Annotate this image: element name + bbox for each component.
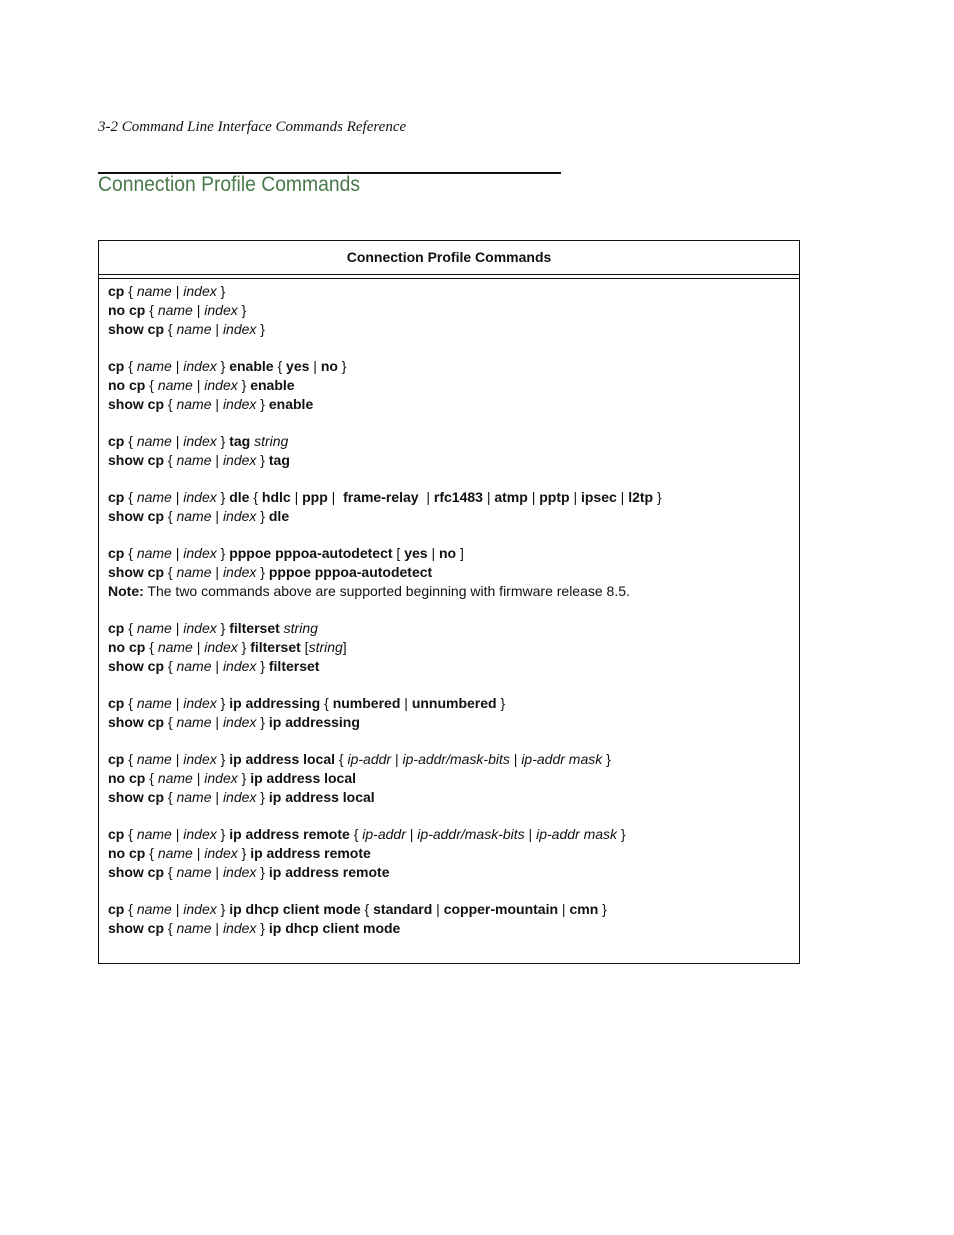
command-parameter: index xyxy=(222,864,257,880)
command-syntax: | xyxy=(171,545,184,561)
command-line xyxy=(108,282,790,301)
command-keyword: no cp xyxy=(108,639,146,655)
command-parameter: name xyxy=(136,620,172,636)
command-syntax: | xyxy=(569,489,581,505)
command-parameter: index xyxy=(183,545,217,561)
command-parameter: name xyxy=(176,789,212,805)
command-syntax: } xyxy=(237,845,251,861)
command-parameter: name xyxy=(136,901,172,917)
command-parameter: name xyxy=(136,358,172,374)
command-syntax: } xyxy=(337,358,347,374)
command-parameter: ip-addr/mask-bits xyxy=(402,751,510,767)
command-parameter: index xyxy=(183,489,217,505)
command-syntax: { xyxy=(124,489,137,505)
command-syntax: | xyxy=(211,321,223,337)
command-parameter: name xyxy=(176,714,212,730)
command-syntax: } xyxy=(216,620,230,636)
command-keyword: ip address remote xyxy=(250,845,371,861)
command-parameter: name xyxy=(157,845,193,861)
command-syntax: | xyxy=(171,620,184,636)
command-syntax: { xyxy=(164,452,177,468)
command-line xyxy=(108,563,790,582)
command-keyword: pppoe pppoa-autodetect xyxy=(229,545,393,561)
command-syntax: { xyxy=(164,508,177,524)
command-syntax: { xyxy=(164,396,177,412)
command-syntax: | xyxy=(192,845,205,861)
command-parameter: index xyxy=(183,751,217,767)
command-syntax: } xyxy=(256,714,269,730)
command-group xyxy=(108,357,790,414)
command-line xyxy=(108,451,790,470)
command-syntax: | xyxy=(171,283,184,299)
command-keyword: cp xyxy=(108,433,125,449)
command-syntax: { xyxy=(349,826,363,842)
command-line xyxy=(108,582,790,601)
command-keyword: ip address local xyxy=(229,751,336,767)
command-group xyxy=(108,619,790,676)
command-keyword: tag xyxy=(229,433,251,449)
command-group xyxy=(108,900,790,938)
command-line xyxy=(108,694,790,713)
command-syntax: } xyxy=(237,302,247,318)
command-syntax: { xyxy=(360,901,374,917)
command-syntax: | xyxy=(192,302,205,318)
command-syntax: } xyxy=(256,452,269,468)
command-syntax: | xyxy=(418,489,434,505)
command-line xyxy=(108,844,790,863)
command-keyword: ip addressing xyxy=(229,695,321,711)
command-parameter: name xyxy=(176,508,212,524)
command-syntax: { xyxy=(124,358,137,374)
command-keyword: ip address local xyxy=(268,789,375,805)
command-syntax: } xyxy=(216,901,230,917)
command-syntax: | xyxy=(400,695,412,711)
command-syntax: | xyxy=(171,695,184,711)
command-group xyxy=(108,488,790,526)
command-parameter: name xyxy=(157,302,193,318)
command-syntax: { xyxy=(124,620,137,636)
command-syntax: | xyxy=(211,658,223,674)
command-syntax: } xyxy=(602,751,611,767)
command-keyword: Note: xyxy=(108,583,144,599)
command-parameter: name xyxy=(176,396,212,412)
command-keyword: filterset xyxy=(250,639,301,655)
command-syntax: } xyxy=(256,864,269,880)
command-keyword: cp xyxy=(108,358,125,374)
command-group xyxy=(108,694,790,732)
command-parameter: index xyxy=(183,901,217,917)
command-syntax: | xyxy=(171,826,184,842)
command-keyword: ipsec xyxy=(580,489,617,505)
command-syntax: { xyxy=(124,283,137,299)
command-keyword: cp xyxy=(108,545,125,561)
command-keyword: show cp xyxy=(108,658,165,674)
command-parameter: name xyxy=(157,377,193,393)
command-syntax: } xyxy=(598,901,607,917)
command-syntax: | xyxy=(192,770,205,786)
command-syntax: { xyxy=(124,751,137,767)
command-syntax: { xyxy=(124,826,137,842)
command-parameter: index xyxy=(204,377,238,393)
command-syntax: } xyxy=(216,489,230,505)
command-syntax: } xyxy=(216,358,230,374)
command-keyword: cp xyxy=(108,283,125,299)
command-syntax: { xyxy=(124,901,137,917)
command-keyword: ppp xyxy=(302,489,328,505)
command-line xyxy=(108,432,790,451)
command-parameter: index xyxy=(204,845,238,861)
command-keyword: no cp xyxy=(108,770,146,786)
command-line xyxy=(108,544,790,563)
command-parameter: index xyxy=(204,302,238,318)
command-syntax: | xyxy=(171,901,184,917)
command-syntax: { xyxy=(164,564,177,580)
command-group xyxy=(108,825,790,882)
command-parameter: index xyxy=(183,283,217,299)
command-syntax: { xyxy=(164,864,177,880)
command-syntax: } xyxy=(256,321,265,337)
command-syntax: [ xyxy=(392,545,405,561)
command-syntax: | xyxy=(211,789,223,805)
command-syntax: { xyxy=(145,302,158,318)
command-syntax: { xyxy=(273,358,287,374)
command-keyword: cp xyxy=(108,751,125,767)
command-syntax: | xyxy=(211,864,223,880)
command-parameter: string xyxy=(308,639,343,655)
command-group xyxy=(108,432,790,470)
command-keyword: cp xyxy=(108,826,125,842)
command-line xyxy=(108,825,790,844)
command-syntax: ] xyxy=(342,639,347,655)
command-parameter: index xyxy=(222,920,257,936)
command-syntax: } xyxy=(496,695,506,711)
command-line xyxy=(108,507,790,526)
command-keyword: filterset xyxy=(229,620,280,636)
command-syntax: | xyxy=(405,826,418,842)
command-group xyxy=(108,750,790,807)
command-parameter: index xyxy=(183,695,217,711)
command-syntax: | xyxy=(616,489,629,505)
command-syntax: } xyxy=(256,920,269,936)
command-keyword: enable xyxy=(268,396,314,412)
command-keyword: cmn xyxy=(569,901,599,917)
command-line xyxy=(108,769,790,788)
command-parameter: name xyxy=(136,489,172,505)
commands-table xyxy=(98,240,800,964)
command-syntax: | xyxy=(427,545,439,561)
command-keyword: enable xyxy=(250,377,295,393)
command-parameter: name xyxy=(136,695,172,711)
command-syntax: | xyxy=(171,489,184,505)
command-syntax: } xyxy=(617,826,626,842)
command-parameter: name xyxy=(136,283,172,299)
command-syntax: | xyxy=(211,508,223,524)
command-line xyxy=(108,320,790,339)
command-parameter: name xyxy=(176,658,212,674)
command-syntax: } xyxy=(256,508,269,524)
command-parameter: index xyxy=(222,321,257,337)
command-keyword: frame-relay xyxy=(343,489,419,505)
command-keyword: rfc1483 xyxy=(433,489,483,505)
command-syntax: { xyxy=(124,433,137,449)
command-keyword: pptp xyxy=(539,489,570,505)
command-syntax: { xyxy=(164,714,177,730)
command-syntax: ] xyxy=(456,545,464,561)
command-syntax: | xyxy=(192,639,205,655)
command-syntax: } xyxy=(256,396,269,412)
command-syntax: | xyxy=(171,433,184,449)
command-line xyxy=(108,919,790,938)
command-syntax: } xyxy=(653,489,662,505)
command-keyword: ip address local xyxy=(250,770,357,786)
command-parameter: string xyxy=(254,433,289,449)
command-keyword: l2tp xyxy=(628,489,654,505)
command-parameter: index xyxy=(204,639,238,655)
command-keyword: pppoe pppoa-autodetect xyxy=(268,564,433,580)
command-line xyxy=(108,657,790,676)
command-syntax: | xyxy=(558,901,570,917)
command-parameter: index xyxy=(183,358,217,374)
command-parameter: index xyxy=(222,714,257,730)
command-parameter: name xyxy=(176,564,212,580)
command-syntax: } xyxy=(256,789,269,805)
command-syntax: | xyxy=(391,751,403,767)
command-group xyxy=(108,544,790,601)
command-keyword: no xyxy=(438,545,457,561)
command-keyword: ip dhcp client mode xyxy=(229,901,361,917)
command-syntax: { xyxy=(124,545,137,561)
command-keyword: numbered xyxy=(332,695,401,711)
command-keyword: unnumbered xyxy=(411,695,497,711)
command-parameter: name xyxy=(157,770,193,786)
command-syntax: | xyxy=(432,901,444,917)
command-syntax: { xyxy=(145,639,158,655)
command-syntax: { xyxy=(145,845,158,861)
command-group xyxy=(108,282,790,339)
command-syntax: | xyxy=(482,489,495,505)
command-syntax: } xyxy=(237,377,251,393)
command-line xyxy=(108,900,790,919)
command-keyword: tag xyxy=(268,452,290,468)
command-parameter: index xyxy=(222,564,257,580)
command-keyword: ip dhcp client mode xyxy=(268,920,401,936)
command-parameter: index xyxy=(222,396,257,412)
command-keyword: show cp xyxy=(108,714,165,730)
command-line xyxy=(108,301,790,320)
command-syntax: } xyxy=(216,283,226,299)
table-header: Connection Profile Commands xyxy=(346,249,552,265)
command-keyword: cp xyxy=(108,695,125,711)
command-parameter: ip-addr xyxy=(347,751,392,767)
command-parameter: name xyxy=(157,639,193,655)
command-keyword: no cp xyxy=(108,845,146,861)
command-keyword: filterset xyxy=(268,658,320,674)
command-syntax: | xyxy=(211,396,223,412)
running-header: 3-2 Command Line Interface Commands Reference xyxy=(98,119,407,135)
command-line xyxy=(108,788,790,807)
command-syntax: } xyxy=(216,826,230,842)
command-keyword: cp xyxy=(108,620,125,636)
command-parameter: string xyxy=(283,620,318,636)
command-keyword: no cp xyxy=(108,377,146,393)
command-syntax: | xyxy=(211,714,223,730)
command-syntax: { xyxy=(145,770,158,786)
command-keyword: show cp xyxy=(108,864,165,880)
command-line xyxy=(108,488,790,507)
command-line xyxy=(108,395,790,414)
command-parameter: index xyxy=(222,789,257,805)
command-keyword: copper-mountain xyxy=(443,901,559,917)
command-keyword: show cp xyxy=(108,321,165,337)
command-syntax: The two commands above are supported beginning with firmware release 8.5. xyxy=(143,583,630,599)
command-keyword: show cp xyxy=(108,452,165,468)
command-keyword: cp xyxy=(108,489,125,505)
command-parameter: ip-addr mask xyxy=(521,751,603,767)
command-syntax: | xyxy=(211,920,223,936)
command-parameter: name xyxy=(136,826,172,842)
command-keyword: ip address remote xyxy=(268,864,390,880)
command-keyword: dle xyxy=(268,508,290,524)
command-parameter: name xyxy=(176,864,212,880)
command-syntax: } xyxy=(237,639,251,655)
command-keyword: dle xyxy=(229,489,250,505)
command-line xyxy=(108,357,790,376)
command-syntax: { xyxy=(164,658,177,674)
command-syntax: { xyxy=(335,751,348,767)
command-syntax: | xyxy=(211,452,223,468)
command-parameter: name xyxy=(176,452,212,468)
command-keyword: ip address remote xyxy=(229,826,350,842)
command-keyword: no cp xyxy=(108,302,146,318)
command-syntax: { xyxy=(320,695,333,711)
command-syntax: } xyxy=(237,770,251,786)
command-keyword: no xyxy=(320,358,338,374)
command-keyword: hdlc xyxy=(261,489,291,505)
command-parameter: name xyxy=(176,321,212,337)
command-parameter: name xyxy=(136,545,172,561)
command-line xyxy=(108,863,790,882)
command-parameter: index xyxy=(222,452,257,468)
command-parameter: name xyxy=(136,433,172,449)
command-syntax: | xyxy=(327,489,344,505)
command-syntax: { xyxy=(145,377,158,393)
command-keyword: cp xyxy=(108,901,125,917)
command-syntax: } xyxy=(216,695,230,711)
command-syntax: { xyxy=(124,695,137,711)
command-parameter: index xyxy=(183,433,217,449)
command-keyword: enable xyxy=(229,358,274,374)
command-syntax: { xyxy=(164,789,177,805)
command-syntax: | xyxy=(171,751,184,767)
command-line xyxy=(108,619,790,638)
command-line xyxy=(108,713,790,732)
command-keyword: show cp xyxy=(108,789,165,805)
command-syntax: { xyxy=(249,489,262,505)
command-syntax: | xyxy=(211,564,223,580)
command-line xyxy=(108,376,790,395)
command-syntax: | xyxy=(192,377,205,393)
command-syntax: | xyxy=(524,826,537,842)
command-syntax: | xyxy=(290,489,303,505)
command-keyword: show cp xyxy=(108,920,165,936)
command-parameter: ip-addr mask xyxy=(536,826,618,842)
command-syntax: | xyxy=(309,358,321,374)
command-parameter: name xyxy=(176,920,212,936)
table-body xyxy=(99,279,799,938)
command-parameter: index xyxy=(222,508,257,524)
command-parameter: ip-addr/mask-bits xyxy=(417,826,525,842)
command-syntax: } xyxy=(256,658,269,674)
command-syntax: | xyxy=(171,358,184,374)
command-keyword: show cp xyxy=(108,508,165,524)
command-parameter: index xyxy=(183,826,217,842)
command-parameter: name xyxy=(136,751,172,767)
command-syntax: } xyxy=(256,564,269,580)
command-parameter: ip-addr xyxy=(362,826,406,842)
command-keyword: show cp xyxy=(108,396,165,412)
command-parameter: index xyxy=(222,658,257,674)
command-syntax: } xyxy=(216,433,230,449)
command-syntax: } xyxy=(216,751,230,767)
command-keyword: standard xyxy=(373,901,433,917)
command-syntax: | xyxy=(509,751,522,767)
command-keyword: yes xyxy=(404,545,428,561)
command-syntax: { xyxy=(164,920,177,936)
command-parameter: index xyxy=(204,770,238,786)
command-syntax: | xyxy=(527,489,540,505)
command-parameter: index xyxy=(183,620,217,636)
command-line xyxy=(108,750,790,769)
section-title: Connection Profile Commands xyxy=(98,173,361,196)
command-keyword: show cp xyxy=(108,564,165,580)
command-keyword: atmp xyxy=(494,489,528,505)
command-syntax: [ xyxy=(300,639,309,655)
command-keyword: yes xyxy=(286,358,310,374)
command-syntax: { xyxy=(164,321,177,337)
command-keyword: ip addressing xyxy=(268,714,360,730)
command-line xyxy=(108,638,790,657)
command-syntax: } xyxy=(216,545,230,561)
